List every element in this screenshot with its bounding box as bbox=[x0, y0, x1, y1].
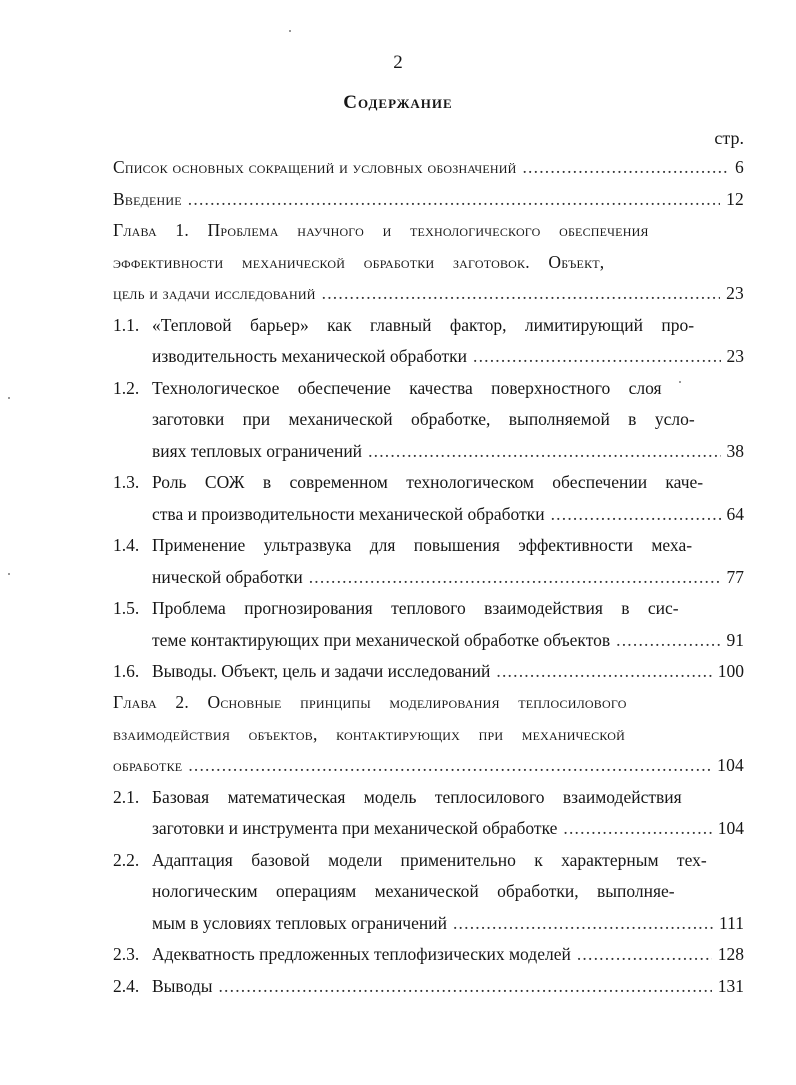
toc-section-1-4-cont bbox=[152, 567, 744, 593]
toc-section-1-3-cont bbox=[152, 504, 744, 530]
toc-section-2-2-cont-1 bbox=[152, 881, 744, 907]
toc-entry-text: нической обработки bbox=[152, 567, 303, 587]
dot-leader bbox=[309, 567, 721, 588]
toc-section-number: 1.2. bbox=[113, 378, 140, 398]
toc-section-number: 2.1. bbox=[113, 787, 140, 807]
dot-leader bbox=[577, 944, 712, 965]
dot-leader bbox=[188, 189, 720, 210]
toc-entry-text: Адекватность предложенных теплофизических моделей bbox=[152, 944, 571, 964]
toc-entry-text: ства и производительности механической обработки bbox=[152, 504, 545, 524]
dot-leader bbox=[522, 157, 729, 178]
toc-entry-text: Список основных сокращений и условных обозначений bbox=[113, 157, 517, 177]
toc-section-number: 1.6. bbox=[113, 661, 140, 681]
toc-entry-text: виях тепловых ограничений bbox=[152, 441, 363, 461]
toc-entry-text: Выводы. Объект, цель и задачи исследований bbox=[152, 661, 491, 681]
toc-entry-text: Базовая математическая модель теплосилового взаимодействия bbox=[152, 787, 682, 807]
toc-entry-page: 111 bbox=[719, 913, 744, 933]
toc-section-2-2 bbox=[113, 850, 744, 876]
toc-entry-introduction bbox=[113, 189, 744, 215]
toc-entry-page: 131 bbox=[717, 976, 744, 996]
toc-entry-text: эффективности механической обработки заготовок. Объект, bbox=[113, 252, 605, 272]
toc-entry-text: заготовки и инструмента при механической обработке bbox=[152, 818, 558, 838]
toc-section-number: 2.4. bbox=[113, 976, 140, 996]
toc-entry-page: 104 bbox=[717, 755, 744, 775]
dot-leader bbox=[453, 913, 713, 934]
toc-section-1-2-cont-1 bbox=[152, 409, 744, 435]
toc-entry-page: 104 bbox=[717, 818, 744, 838]
toc-section-number: 2.2. bbox=[113, 850, 140, 870]
toc-section-2-4 bbox=[113, 976, 744, 1002]
toc-entry-page: 38 bbox=[726, 441, 744, 461]
dot-leader bbox=[188, 755, 711, 776]
toc-entry-text: Глава 1. Проблема научного и технологического обеспечения bbox=[113, 220, 649, 240]
toc-section-number: 1.5. bbox=[113, 598, 140, 618]
toc-section-1-3 bbox=[113, 472, 744, 498]
dot-leader bbox=[616, 630, 720, 651]
toc-section-number: 1.4. bbox=[113, 535, 140, 555]
toc-entry-text: Введение bbox=[113, 189, 182, 209]
toc-chapter-1-line-2 bbox=[113, 252, 744, 278]
toc-section-2-1-cont bbox=[152, 818, 744, 844]
toc-section-1-5 bbox=[113, 598, 744, 624]
toc-section-1-2-cont-2 bbox=[152, 441, 744, 467]
dot-leader bbox=[563, 818, 711, 839]
toc-title: Содержание bbox=[343, 92, 453, 113]
dot-leader bbox=[322, 283, 720, 304]
toc-entry-page: 23 bbox=[726, 346, 744, 366]
toc-entry-page: 23 bbox=[726, 283, 744, 303]
toc-section-2-2-cont-2 bbox=[152, 913, 744, 939]
toc-chapter-2-line-2 bbox=[113, 724, 744, 750]
toc-chapter-1-line-3 bbox=[113, 283, 744, 309]
toc-entry-text: теме контактирующих при механической обработке объектов bbox=[152, 630, 611, 650]
toc-entry-page: 128 bbox=[717, 944, 744, 964]
toc-section-number: 1.1. bbox=[113, 315, 140, 335]
toc-entry-page: 100 bbox=[717, 661, 744, 681]
dot-leader bbox=[473, 346, 721, 367]
toc-entry-text: Технологическое обеспечение качества поверхностного слоя bbox=[152, 378, 662, 398]
toc-entry-text: изводительность механической обработки bbox=[152, 346, 467, 366]
toc-entry-page: 64 bbox=[726, 504, 744, 524]
toc-entry-text: цель и задачи исследований bbox=[113, 283, 316, 303]
toc-section-1-1-cont bbox=[152, 346, 744, 372]
toc-entry-text: «Тепловой барьер» как главный фактор, лимитирующий про- bbox=[152, 315, 695, 335]
toc-entry-text: Применение ультразвука для повышения эффективности меха- bbox=[152, 535, 693, 555]
toc-entry-text: Адаптация базовой модели применительно к характерным тех- bbox=[152, 850, 707, 870]
toc-entry-abbreviations bbox=[113, 157, 744, 183]
dot-leader bbox=[218, 976, 711, 997]
dot-leader bbox=[551, 504, 721, 525]
toc-section-number: 1.3. bbox=[113, 472, 140, 492]
toc-entry-page: 6 bbox=[735, 157, 744, 177]
toc-entry-page: 77 bbox=[726, 567, 744, 587]
scan-speck bbox=[289, 30, 291, 32]
dot-leader bbox=[368, 441, 720, 462]
toc-section-1-2 bbox=[113, 378, 744, 404]
toc-entry-text: Роль СОЖ в современном технологическом обеспечении каче- bbox=[152, 472, 704, 492]
toc-entry-text: Проблема прогнозирования теплового взаимодействия в сис- bbox=[152, 598, 679, 618]
scan-speck bbox=[8, 573, 10, 575]
toc-section-1-4 bbox=[113, 535, 744, 561]
toc-chapter-2-line-3 bbox=[113, 755, 744, 781]
dot-leader bbox=[496, 661, 711, 682]
toc-entry-text: обработке bbox=[113, 755, 183, 775]
page-number: 2 bbox=[393, 52, 403, 73]
toc-entry-text: Глава 2. Основные принципы моделирования теплосилового bbox=[113, 692, 627, 712]
toc-entry-text: нологическим операциям механической обработки, выполняе- bbox=[152, 881, 675, 901]
scan-speck bbox=[8, 397, 10, 399]
toc-section-number: 2.3. bbox=[113, 944, 140, 964]
toc-entry-text: взаимодействия объектов, контактирующих при механической bbox=[113, 724, 626, 744]
toc-section-2-1 bbox=[113, 787, 744, 813]
scan-speck bbox=[679, 381, 681, 383]
toc-chapter-2-line-1 bbox=[113, 692, 744, 718]
toc-section-1-5-cont bbox=[152, 630, 744, 656]
toc-entry-page: 91 bbox=[726, 630, 744, 650]
toc-chapter-1-line-1 bbox=[113, 220, 744, 246]
toc-section-2-3 bbox=[113, 944, 744, 970]
toc-entry-text: мым в условиях тепловых ограничений bbox=[152, 913, 447, 933]
toc-section-1-1 bbox=[113, 315, 744, 341]
toc-entry-text: заготовки при механической обработке, выполняемой в усло- bbox=[152, 409, 695, 429]
toc-section-1-6 bbox=[113, 661, 744, 687]
toc-entry-text: Выводы bbox=[152, 976, 213, 996]
page-column-label: стр. bbox=[714, 128, 744, 148]
toc-entry-page: 12 bbox=[726, 189, 744, 209]
